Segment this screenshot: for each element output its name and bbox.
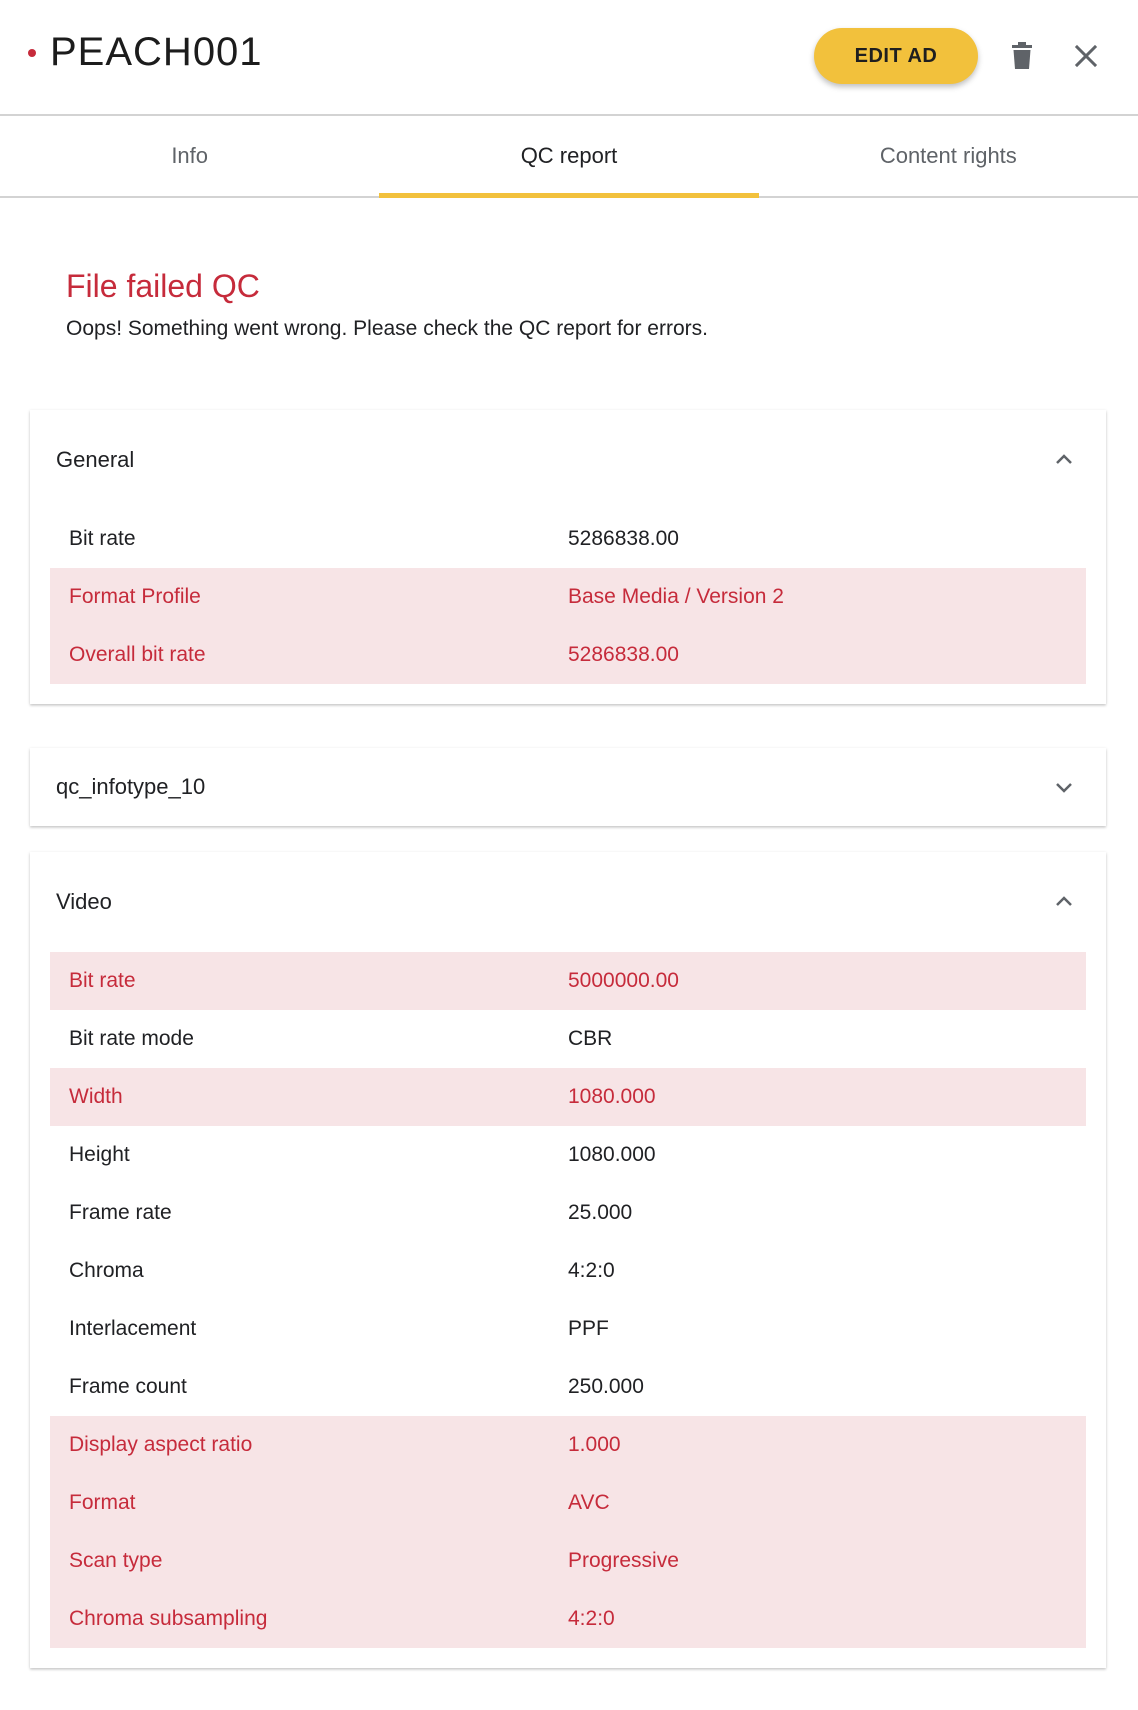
general-rows xyxy=(30,510,1106,704)
table-row-error xyxy=(50,1590,1086,1648)
table-row xyxy=(50,1358,1086,1416)
tab-bar xyxy=(0,116,1138,198)
row-key: Chroma xyxy=(69,1259,144,1282)
qc-status-message: Oops! Something went wrong. Please check the QC report for errors. xyxy=(66,317,708,340)
section-title: General xyxy=(56,447,135,472)
table-row xyxy=(50,1300,1086,1358)
close-icon[interactable] xyxy=(1064,34,1108,78)
row-value: AVC xyxy=(568,1491,610,1514)
table-row-error xyxy=(50,952,1086,1010)
row-value: 1080.000 xyxy=(568,1085,656,1108)
general-section-header[interactable] xyxy=(30,410,1106,510)
row-key: Format Profile xyxy=(69,585,201,608)
row-value: 5286838.00 xyxy=(568,527,679,550)
row-key: Overall bit rate xyxy=(69,643,206,666)
table-row xyxy=(50,1010,1086,1068)
row-key: Width xyxy=(69,1085,123,1108)
row-value: Base Media / Version 2 xyxy=(568,585,784,608)
row-value: 5000000.00 xyxy=(568,969,679,992)
row-key: Format xyxy=(69,1491,136,1514)
table-row-error xyxy=(50,1416,1086,1474)
tab-content-rights[interactable]: Content rights xyxy=(879,143,1017,168)
table-row xyxy=(50,1126,1086,1184)
chevron-up-icon xyxy=(1052,890,1076,914)
video-section-header[interactable] xyxy=(30,852,1106,952)
table-row xyxy=(50,510,1086,568)
table-row-error xyxy=(50,1068,1086,1126)
row-key: Scan type xyxy=(69,1549,163,1572)
row-key: Display aspect ratio xyxy=(69,1433,253,1456)
qc-infotype-section xyxy=(30,748,1106,826)
row-key: Height xyxy=(69,1143,130,1166)
chevron-down-icon xyxy=(1052,775,1076,799)
status-dot xyxy=(28,49,36,57)
table-row xyxy=(50,1184,1086,1242)
section-title: qc_infotype_10 xyxy=(56,774,206,799)
table-row-error xyxy=(50,626,1086,684)
table-row-error xyxy=(50,1532,1086,1590)
row-value: 1.000 xyxy=(568,1433,621,1456)
qc-infotype-section-header[interactable] xyxy=(30,748,1106,826)
title-area xyxy=(28,30,263,75)
edit-ad-button[interactable]: EDIT AD xyxy=(814,28,978,84)
row-key: Chroma subsampling xyxy=(69,1607,268,1630)
row-key: Interlacement xyxy=(69,1317,197,1340)
page-title: PEACH001 xyxy=(50,30,263,74)
row-key: Bit rate xyxy=(69,969,136,992)
row-value: 1080.000 xyxy=(568,1143,656,1166)
trash-icon[interactable] xyxy=(1000,34,1044,78)
row-value: 250.000 xyxy=(568,1375,644,1398)
row-value: 5286838.00 xyxy=(568,643,679,666)
row-value: 4:2:0 xyxy=(568,1607,615,1630)
qc-status-title: File failed QC xyxy=(66,268,260,304)
tab-info[interactable]: Info xyxy=(171,143,209,168)
qc-status xyxy=(66,268,708,341)
tab-qc-report[interactable]: QC report xyxy=(379,116,758,196)
table-row-error xyxy=(50,1474,1086,1532)
table-row xyxy=(50,1242,1086,1300)
general-section xyxy=(30,410,1106,704)
video-section xyxy=(30,852,1106,1668)
row-key: Bit rate xyxy=(69,527,136,550)
row-value: 4:2:0 xyxy=(568,1259,615,1282)
row-value: Progressive xyxy=(568,1549,679,1572)
row-key: Frame count xyxy=(69,1375,187,1398)
section-title: Video xyxy=(56,889,112,914)
row-key: Frame rate xyxy=(69,1201,172,1224)
row-key: Bit rate mode xyxy=(69,1027,194,1050)
chevron-up-icon xyxy=(1052,448,1076,472)
row-value: 25.000 xyxy=(568,1201,633,1224)
video-rows xyxy=(30,952,1106,1668)
top-bar xyxy=(0,0,1138,116)
row-value: CBR xyxy=(568,1027,613,1050)
row-value: PPF xyxy=(568,1317,609,1340)
table-row-error xyxy=(50,568,1086,626)
